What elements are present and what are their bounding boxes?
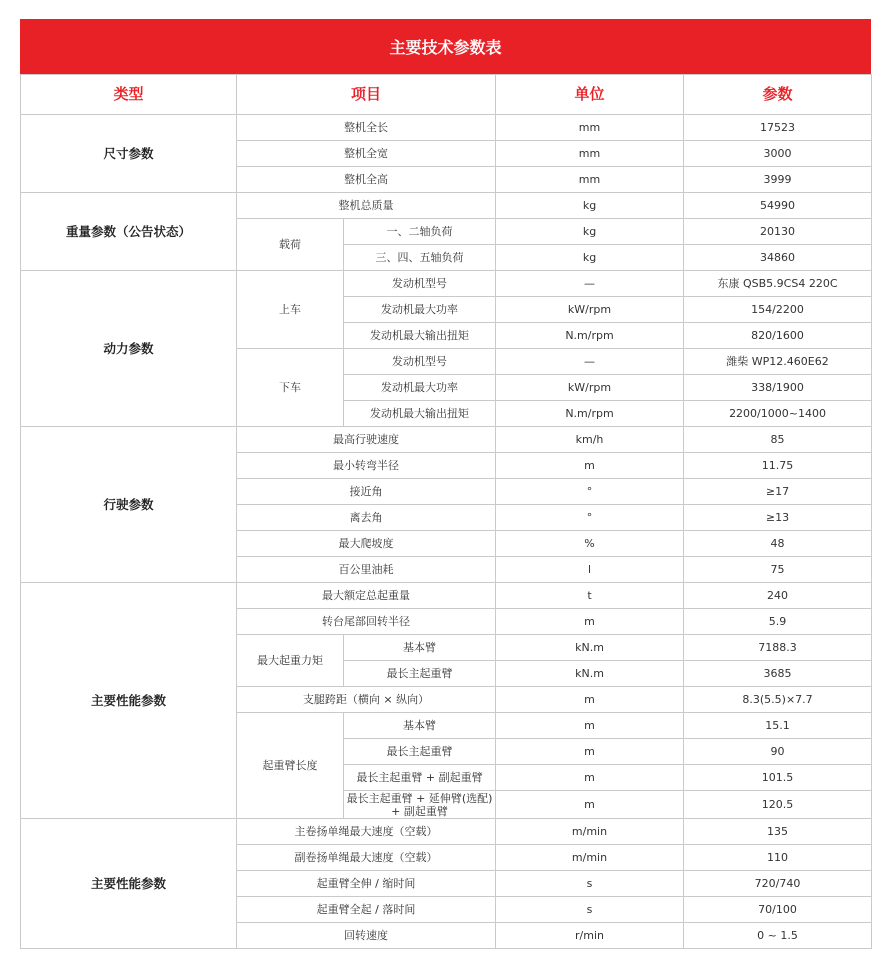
item-cell: 最大爬坡度 [237,531,496,557]
unit-cell: mm [496,115,684,141]
unit-cell: kW/rpm [496,297,684,323]
unit-cell: kg [496,219,684,245]
value-cell: 135 [684,819,872,845]
unit-cell: m [496,609,684,635]
unit-cell: m [496,791,684,819]
value-cell: 8.3(5.5)×7.7 [684,687,872,713]
table-row [21,115,872,141]
item-cell: 最高行驶速度 [237,427,496,453]
value-cell: 5.9 [684,609,872,635]
value-cell: 3000 [684,141,872,167]
header-type: 类型 [21,75,237,115]
item-cell: 最小转弯半径 [237,453,496,479]
item-cell: 起重臂全起 / 落时间 [237,897,496,923]
item-cell: 整机全高 [237,167,496,193]
item-cell: 主卷扬单绳最大速度（空载） [237,819,496,845]
unit-cell: m [496,453,684,479]
table-title: 主要技术参数表 [20,19,871,74]
value-cell: 101.5 [684,765,872,791]
unit-cell: l [496,557,684,583]
value-cell: 15.1 [684,713,872,739]
unit-cell: km/h [496,427,684,453]
unit-cell: r/min [496,923,684,949]
subcategory-cell: 载荷 [237,219,344,271]
value-cell: 720/740 [684,871,872,897]
table-row [21,819,872,845]
item-cell: 发动机型号 [344,349,496,375]
unit-cell: kN.m [496,661,684,687]
table-row [21,271,872,297]
category-cell: 主要性能参数 [21,819,237,949]
item-cell: 副卷扬单绳最大速度（空载） [237,845,496,871]
unit-cell: kg [496,245,684,271]
item-cell: 三、四、五轴负荷 [344,245,496,271]
item-cell: 转台尾部回转半径 [237,609,496,635]
item-cell: 整机总质量 [237,193,496,219]
unit-cell: N.m/rpm [496,323,684,349]
unit-cell: N.m/rpm [496,401,684,427]
value-cell: 154/2200 [684,297,872,323]
unit-cell: ° [496,505,684,531]
category-cell: 尺寸参数 [21,115,237,193]
spec-sheet [20,19,871,949]
unit-cell: — [496,349,684,375]
value-cell: 7188.3 [684,635,872,661]
unit-cell: s [496,897,684,923]
subcategory-cell: 起重臂长度 [237,713,344,819]
unit-cell: m/min [496,819,684,845]
value-cell: 3685 [684,661,872,687]
unit-cell: kN.m [496,635,684,661]
table-row [21,427,872,453]
spec-table [20,74,872,949]
value-cell: 东康 QSB5.9CS4 220C [684,271,872,297]
item-cell: 离去角 [237,505,496,531]
item-cell: 整机全长 [237,115,496,141]
header-row [21,75,872,115]
item-cell: 起重臂全伸 / 缩时间 [237,871,496,897]
value-cell: 75 [684,557,872,583]
item-cell: 支腿跨距（横向 × 纵向） [237,687,496,713]
value-cell: 20130 [684,219,872,245]
value-cell: 潍柴 WP12.460E62 [684,349,872,375]
unit-cell: m [496,765,684,791]
value-cell: 17523 [684,115,872,141]
subcategory-cell: 下车 [237,349,344,427]
item-cell: 发动机最大功率 [344,375,496,401]
unit-cell: m [496,687,684,713]
subcategory-cell: 最大起重力矩 [237,635,344,687]
value-cell: 2200/1000~1400 [684,401,872,427]
item-cell: 最长主起重臂 [344,661,496,687]
unit-cell: t [496,583,684,609]
item-cell: 百公里油耗 [237,557,496,583]
item-cell: 发动机最大输出扭矩 [344,323,496,349]
value-cell: 820/1600 [684,323,872,349]
value-cell: 48 [684,531,872,557]
unit-cell: ° [496,479,684,505]
item-cell: 回转速度 [237,923,496,949]
unit-cell: % [496,531,684,557]
unit-cell: mm [496,141,684,167]
item-cell: 发动机最大功率 [344,297,496,323]
category-cell: 重量参数（公告状态） [21,193,237,271]
unit-cell: kg [496,193,684,219]
header-item: 项目 [237,75,496,115]
item-cell: 最长主起重臂 + 延伸臂(选配) + 副起重臂 [344,791,496,819]
value-cell: ≥17 [684,479,872,505]
subcategory-cell: 上车 [237,271,344,349]
value-cell: 120.5 [684,791,872,819]
category-cell: 行驶参数 [21,427,237,583]
value-cell: 54990 [684,193,872,219]
unit-cell: — [496,271,684,297]
item-cell: 基本臂 [344,635,496,661]
value-cell: 90 [684,739,872,765]
unit-cell: m [496,739,684,765]
item-cell: 发动机型号 [344,271,496,297]
item-cell: 发动机最大输出扭矩 [344,401,496,427]
table-row [21,193,872,219]
value-cell: 338/1900 [684,375,872,401]
item-cell: 最长主起重臂 + 副起重臂 [344,765,496,791]
unit-cell: mm [496,167,684,193]
value-cell: 11.75 [684,453,872,479]
category-cell: 主要性能参数 [21,583,237,819]
unit-cell: s [496,871,684,897]
header-unit: 单位 [496,75,684,115]
value-cell: 240 [684,583,872,609]
value-cell: 70/100 [684,897,872,923]
unit-cell: m [496,713,684,739]
item-cell: 一、二轴负荷 [344,219,496,245]
unit-cell: kW/rpm [496,375,684,401]
item-cell: 接近角 [237,479,496,505]
value-cell: 85 [684,427,872,453]
unit-cell: m/min [496,845,684,871]
value-cell: 110 [684,845,872,871]
item-cell: 最长主起重臂 [344,739,496,765]
table-row [21,583,872,609]
value-cell: ≥13 [684,505,872,531]
category-cell: 动力参数 [21,271,237,427]
value-cell: 34860 [684,245,872,271]
value-cell: 3999 [684,167,872,193]
item-cell: 最大额定总起重量 [237,583,496,609]
item-cell: 整机全宽 [237,141,496,167]
header-value: 参数 [684,75,872,115]
value-cell: 0 ~ 1.5 [684,923,872,949]
item-cell: 基本臂 [344,713,496,739]
